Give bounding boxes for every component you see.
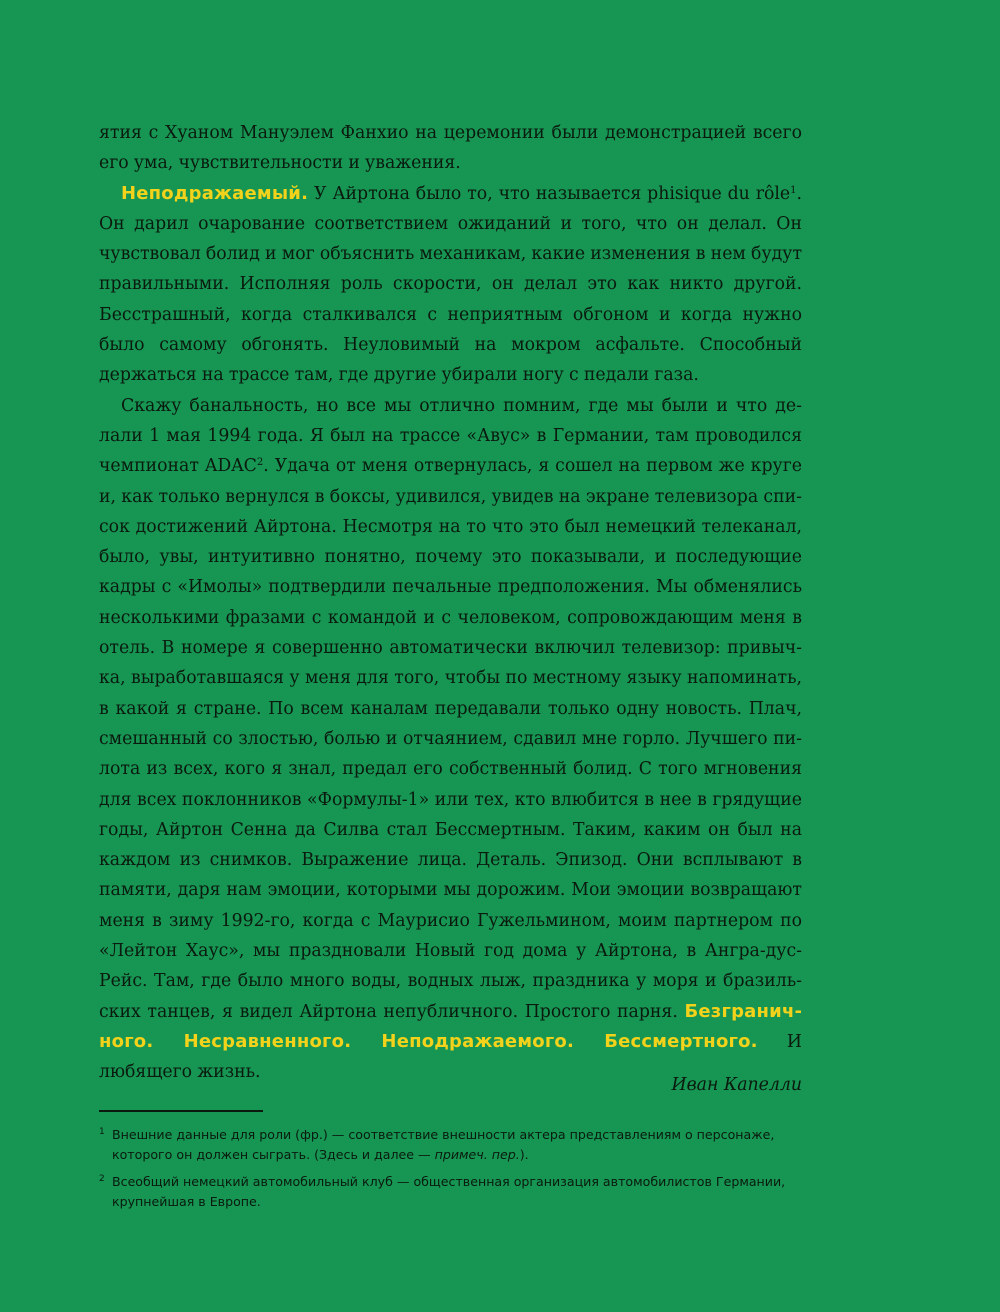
author-signature: Иван Капелли	[671, 1075, 802, 1095]
footnote-text	[112, 1125, 802, 1165]
footnote-1-text: Внешние данные для роли (фр.) — соответствие внешности актера представлениям о персонаже, которого он должен сыграть. (Здесь и далее —	[112, 1127, 775, 1162]
paragraph-3-text-c: И любящего жизнь.	[99, 1031, 802, 1083]
footnote-2	[99, 1172, 802, 1212]
footnotes	[99, 1125, 802, 1219]
footnote-ref-1[interactable]: 1	[790, 184, 797, 196]
footnote-ref-2[interactable]: 2	[256, 457, 264, 469]
paragraph-1: ятия с Хуаном Мануэлем Фанхио на церемонии были демонстрацией всего его ума, чувствительности и уважения.	[99, 123, 802, 174]
footnote-text: Всеобщий немецкий автомобильный клуб — общественная организация автомобилистов Германии, крупнейшая в Европе.	[112, 1174, 786, 1209]
paragraph-3	[99, 391, 802, 1088]
main-text	[99, 118, 802, 1088]
footnote-number: 2	[99, 1174, 105, 1184]
paragraph-3-text-a: Скажу банальность, но все мы отлично помним, где мы были и что делали 1 мая 1994 года. Я был на трассе «Авус» в Германии, там проводился чемпионат ADAC	[99, 395, 802, 477]
paragraph-2-text-a: У Айртона было то, что называется phisique du rôle	[308, 183, 791, 204]
footnote-1-tail: ).	[519, 1147, 529, 1162]
paragraph-3-text-b: . Удача от меня отвернулась, я сошел на первом же круге и, как только вернулся в боксы, удивился, увидев на экране телевизора список достижений Айртона. Несмотря на то что это был немецкий телеканал, было, увы, интуитивно понятно, почему это показывали, и последующие кадры с «Имолы» подтвердили печальные предположения. Мы обменялись несколькими фразами с командой и с человеком, сопровождающим меня в отель. В номере я совершенно автоматически включил телевизор: привычка, выработавшаяся у меня для того, чтобы по местному языку напоминать, в какой я стране. По всем каналам передавали только одну новость. Плач, смешанный со злостью, болью и отчаянием, сдавил мне горло. Лучшего пилота из всех, кого я знал, предал его собственный болид. С того мгновения для всех поклонников «Формулы-1» или тех, кто влюбится в нее в грядущие годы, Айртон Сенна да Силва стал Бессмертным. Таким, каким он был на каждом из снимков. Выражение лица. Деталь. Эпизод. Они всплывают в памяти, даря нам эмоции, которыми мы дорожим. Мои эмоции возвращают меня в зиму 1992-го, когда с Маурисио Гужельмином, моим партнером по «Лейтон Хаус», мы праздновали Новый год дома у Айртона, в Ангра-дус-Рейс. Там, где было много воды, водных лыж, праздника у моря и бразильских танцев, я видел Айртона непубличного. Простого парня.	[99, 456, 802, 1022]
footnote-number: 1	[99, 1127, 105, 1137]
highlight-epithets: Безграничного. Несравненного. Неподражаемого. Бессмертного.	[99, 1000, 802, 1052]
footnote-1	[99, 1125, 802, 1165]
footnote-divider	[99, 1110, 263, 1112]
footnote-1-italic: примеч. пер.	[434, 1147, 520, 1162]
highlight-inimitable: Неподражаемый.	[121, 182, 309, 204]
paragraph-2	[99, 179, 802, 391]
paragraph-2-text-b: . Он дарил очарование соответствием ожиданий и того, что он делал. Он чувствовал болид и мог объяснить механикам, какие изменения в нем будут правильными. Исполняя роль скорости, он делал это как никто другой. Бесстрашный, когда сталкивался с неприятным обгоном и когда нужно было самому обгонять. Неуловимый на мокром асфальте. Способный держаться на трассе там, где другие убирали ногу с педали газа.	[99, 183, 802, 386]
